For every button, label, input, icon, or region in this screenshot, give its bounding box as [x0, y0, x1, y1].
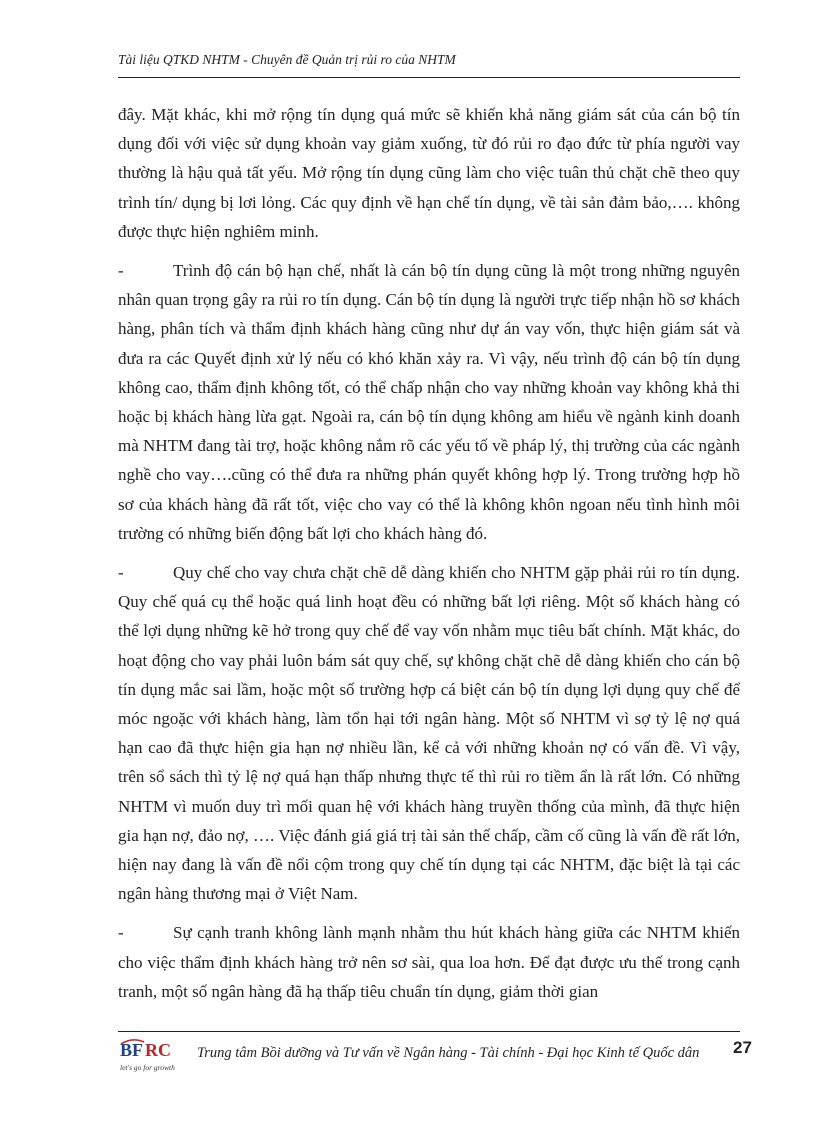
svg-text:let's go for growth: let's go for growth — [120, 1063, 175, 1072]
header-divider — [118, 77, 740, 78]
list-dash: - — [118, 923, 124, 943]
document-body — [118, 100, 740, 1016]
paragraph-2 — [118, 256, 740, 548]
paragraph-text: Quy chế cho vay chưa chặt chẽ dễ dàng khiến cho NHTM gặp phải rủi ro tín dụng. Quy chế quá cụ thể hoặc quá linh hoạt đều có những bất lợi riêng. Một số khách hàng có thể lợi dụng những kẽ hở trong quy chế để vay vốn nhằm mục tiêu bất chính. Mặt khác, do hoạt động cho vay phải luôn bám sát quy chế, sự không chặt chẽ dễ dàng khiến cho cán bộ tín dụng mắc sai lầm, hoặc một số trường hợp cá biệt cán bộ tín dụng lợi dụng quy chế để móc ngoặc với khách hàng, làm tổn hại tới ngân hàng. Một số NHTM vì sợ tỷ lệ nợ quá hạn cao đã thực hiện gia hạn nợ nhiều lần, kể cả với những khoản nợ có vấn đề. Vì vậy, trên sổ sách thì tỷ lệ nợ quá hạn thấp nhưng thực tế thì rủi ro tiềm ẩn là rất lớn. Có những NHTM vì muốn duy trì mối quan hệ với khách hàng truyền thống của mình, đã thực hiện gia hạn nợ, đảo nợ, …. Việc đánh giá giá trị tài sản thế chấp, cầm cố cũng là vấn đề rất lớn, hiện nay đang là vấn đề nổi cộm trong quy chế tín dụng tại các NHTM, đặc biệt là tại các ngân hàng thương mại ở Việt Nam. — [118, 563, 740, 904]
paragraph-3 — [118, 558, 740, 908]
paragraph-4 — [118, 918, 740, 1006]
page-number: 27 — [733, 1038, 752, 1057]
footer-organization: Trung tâm Bồi dưỡng và Tư vấn về Ngân hàng - Tài chính - Đại học Kinh tế Quốc dân — [197, 1045, 700, 1061]
paragraph-text: Sự cạnh tranh không lành mạnh nhằm thu hút khách hàng giữa các NHTM khiến cho việc thẩm định khách hàng trở nên sơ sài, qua loa hơn. Để đạt được ưu thế trong cạnh tranh, một số ngân hàng đã hạ thấp tiêu chuẩn tín dụng, giảm thời gian — [118, 923, 740, 1001]
paragraph-1 — [118, 100, 740, 246]
page-header-title: Tài liệu QTKD NHTM - Chuyên đề Quản trị rủi ro của NHTM — [118, 52, 456, 67]
paragraph-text: đây. Mặt khác, khi mở rộng tín dụng quá mức sẽ khiến khả năng giám sát của cán bộ tín dụng đối với việc sử dụng khoản vay giảm xuống, từ đó rủi ro đạo đức từ phía người vay thường là hậu quả tất yếu. Mở rộng tín dụng cũng làm cho việc tuân thủ chặt chẽ theo quy trình tín/ dụng bị lơi lỏng. Các quy định về hạn chế tín dụng, về tài sản đảm bảo,…. không được thực hiện nghiêm minh. — [118, 105, 740, 241]
svg-text:BF: BF — [120, 1040, 144, 1060]
svg-text:RC: RC — [145, 1040, 171, 1060]
footer-divider — [118, 1031, 740, 1032]
list-dash: - — [118, 563, 124, 583]
bfrc-logo — [118, 1036, 182, 1076]
list-dash: - — [118, 261, 124, 281]
paragraph-text: Trình độ cán bộ hạn chế, nhất là cán bộ tín dụng cũng là một trong những nguyên nhân quan trọng gây ra rủi ro tín dụng. Cán bộ tín dụng là người trực tiếp nhận hồ sơ khách hàng, phân tích và thẩm định khách hàng cũng như dự án vay vốn, thực hiện giám sát và đưa ra các Quyết định xử lý nếu có khó khăn xảy ra. Vì vậy, nếu trình độ cán bộ tín dụng không cao, thẩm định không tốt, có thể chấp nhận cho vay những khoản vay không khả thi hoặc bị khách hàng lừa gạt. Ngoài ra, cán bộ tín dụng không am hiểu về ngành kinh doanh mà NHTM đang tài trợ, hoặc không nắm rõ các yếu tố về pháp lý, thị trường của các ngành nghề cho vay….cũng có thể đưa ra những phán quyết không hợp lý. Trong trường hợp hồ sơ của khách hàng đã rất tốt, việc cho vay có thể là không khôn ngoan nếu tình hình môi trường có những biến động bất lợi cho khách hàng đó. — [118, 261, 740, 543]
